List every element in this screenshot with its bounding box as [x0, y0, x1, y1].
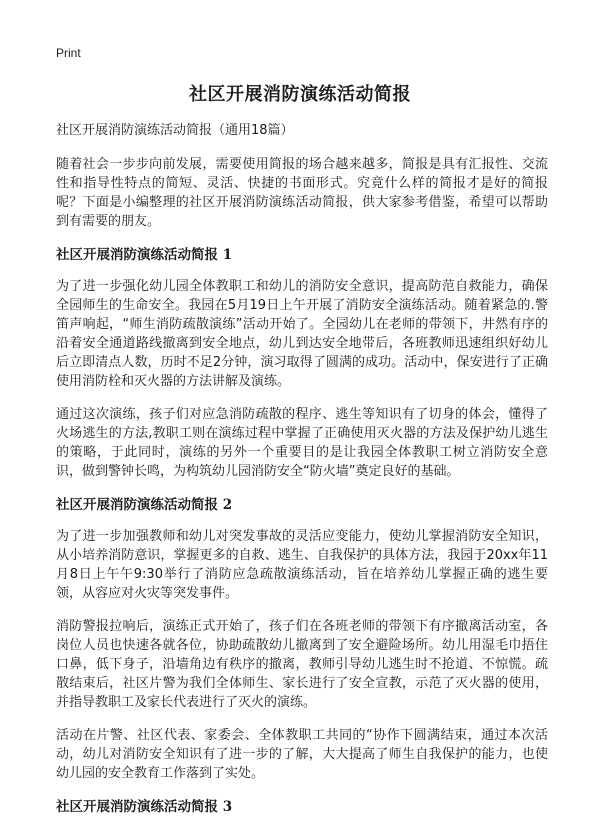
- section-heading-1: 社区开展消防演练活动简报 1: [56, 247, 233, 263]
- print-link[interactable]: Print: [56, 46, 81, 60]
- intro-paragraph: 随着社会一步步向前发展，需要使用简报的场合越来越多，简报是具有汇报性、交流性和指导性特点的简短、灵活、快捷的书面形式。究竟什么样的简报才是好的简报呢？下面是小编整理的社区开展消防演练活动简报，供大家参考借鉴，希望可以帮助到有需要的朋友。: [56, 157, 548, 229]
- document-body: [56, 121, 548, 829]
- section-2-paragraph-1: 为了进一步加强教师和幼儿对突发事故的灵活应变能力，使幼儿掌握消防安全知识，从小培养消防意识，掌握更多的自救、逃生、自我保护的具体方法，我园于20xx年11月8日上午午9:30举行了消防应急疏散演练活动，旨在培养幼儿掌握正确的逃生要领，从容应对火灾等突发事件。: [56, 529, 548, 601]
- document-title: 社区开展消防演练活动简报: [189, 84, 411, 105]
- section-2-paragraph-2: 消防警报拉响后，演练正式开始了，孩子们在各班老师的带领下有序撤离活动室，各岗位人员也快速各就各位，协助疏散幼儿撤离到了安全避险场所。幼儿用湿毛巾捂住口鼻，低下身子，沿墙角边有秩序的撤离，教师引导幼儿逃生时不抢道、不惊慌。疏散结束后，社区片警为我们全体师生、家长进行了安全宣教，示范了灭火器的使用，并指导教职工及家长代表进行了灭火的演练。: [56, 619, 548, 710]
- section-1-paragraph-2: 通过这次演练，孩子们对应急消防疏散的程序、逃生等知识有了切身的体会，懂得了火场逃生的方法,教职工则在演练过程中掌握了正确使用灭火器的方法及保护幼儿逃生的策略，于此同时，演练的另外一个重要目的是让我园全体教职工树立消防安全意识，做到警钟长鸣，为构筑幼儿园消防安全“防火墙”奠定良好的基础。: [56, 407, 548, 479]
- section-heading-3: 社区开展消防演练活动简报 3: [56, 799, 233, 815]
- section-1-paragraph-1: 为了进一步强化幼儿园全体教职工和幼儿的消防安全意识，提高防范自救能力，确保全园师生的生命安全。我园在5月19日上午开展了消防安全演练活动。随着紧急的.警笛声响起，“师生消防疏散演练”活动开始了。全园幼儿在老师的带领下，井然有序的沿着安全通道路线撤离到安全地点，幼儿到达安全地带后，各班教师迅速组织好幼儿后立即清点人数，历时不足2分钟，演习取得了圆满的成功。活动中，保安进行了正确使用消防栓和灭火器的方法讲解及演练。: [56, 279, 548, 389]
- section-heading-2: 社区开展消防演练活动简报 2: [56, 497, 233, 513]
- section-2-paragraph-3: 活动在片警、社区代表、家委会、全体教职工共同的“协作下圆满结束，通过本次活动，幼儿对消防安全知识有了进一步的了解，大大提高了师生自我保护的能力，也使幼儿园的安全教育工作落到了实处。: [56, 728, 548, 781]
- document-subtitle: 社区开展消防演练活动简报（通用18篇）: [56, 123, 294, 138]
